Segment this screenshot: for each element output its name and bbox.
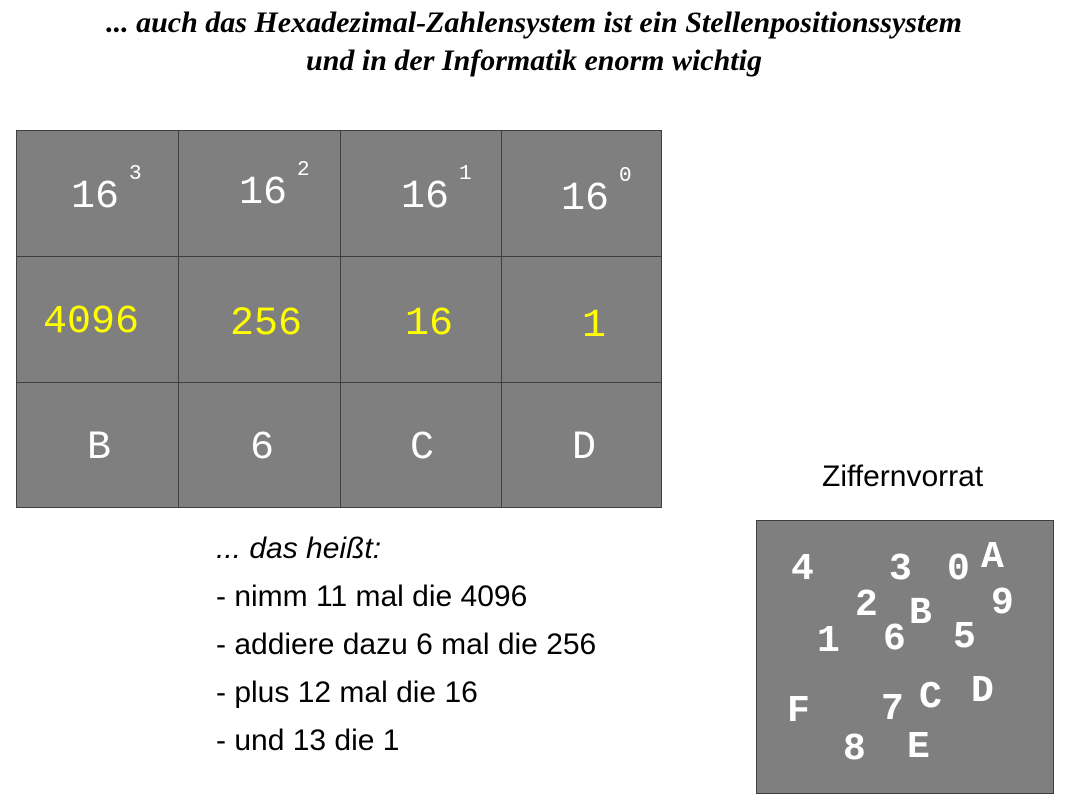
place-value-16: 16 — [405, 302, 454, 347]
power-cell-16-2 — [239, 159, 310, 216]
digit-6: 6 — [250, 426, 275, 471]
power-exponent: 3 — [129, 163, 142, 186]
stock-digit: B — [909, 592, 932, 635]
stock-digit: C — [919, 676, 942, 719]
power-cell-16-1 — [401, 163, 472, 220]
explanation-heading: ... das heißt: — [216, 532, 382, 565]
column-divider — [340, 131, 341, 507]
stock-digit: 1 — [817, 620, 840, 663]
power-cell-16-0 — [561, 165, 632, 222]
place-value-1: 1 — [582, 304, 607, 349]
stock-digit: 2 — [855, 584, 878, 627]
power-cell-16-3 — [71, 163, 142, 220]
stock-digit: 9 — [991, 582, 1014, 625]
place-value-4096: 4096 — [43, 300, 140, 345]
stock-digit: D — [971, 670, 994, 713]
stock-digit: E — [907, 726, 930, 769]
stock-digit: F — [787, 690, 810, 733]
power-exponent: 1 — [459, 163, 472, 186]
title-line-2: und in der Informatik enorm wichtig — [306, 44, 762, 77]
stock-digit: 0 — [947, 548, 970, 591]
place-value-256: 256 — [230, 302, 303, 347]
title-line-1: ... auch das Hexadezimal-Zahlensystem ist ein Stellenpositionssystem — [106, 6, 962, 39]
stock-digit: 6 — [883, 618, 906, 661]
digit-D: D — [572, 426, 597, 471]
power-base: 16 — [561, 177, 610, 222]
column-divider — [178, 131, 179, 507]
explanation-line: - addiere dazu 6 mal die 256 — [216, 628, 597, 661]
explanation-line: - und 13 die 1 — [216, 724, 400, 757]
stock-digit: 8 — [843, 728, 866, 771]
power-exponent: 2 — [297, 159, 310, 182]
digit-stock-title: Ziffernvorrat — [822, 460, 984, 493]
power-base: 16 — [71, 175, 120, 220]
stock-digit: 3 — [889, 548, 912, 591]
row-divider — [17, 256, 661, 257]
row-divider — [17, 382, 661, 383]
explanation-line: - nimm 11 mal die 4096 — [216, 580, 528, 613]
digit-C: C — [410, 426, 435, 471]
stock-digit: 4 — [791, 548, 814, 591]
power-base: 16 — [401, 175, 450, 220]
place-value-table — [16, 130, 662, 508]
explanation-line: - plus 12 mal die 16 — [216, 676, 478, 709]
stock-digit: 5 — [953, 616, 976, 659]
power-exponent: 0 — [619, 165, 632, 188]
power-base: 16 — [239, 171, 288, 216]
stock-digit: A — [981, 536, 1004, 579]
column-divider — [501, 131, 502, 507]
digit-B: B — [87, 426, 112, 471]
stock-digit: 7 — [881, 688, 904, 731]
digit-stock-box — [756, 520, 1054, 794]
